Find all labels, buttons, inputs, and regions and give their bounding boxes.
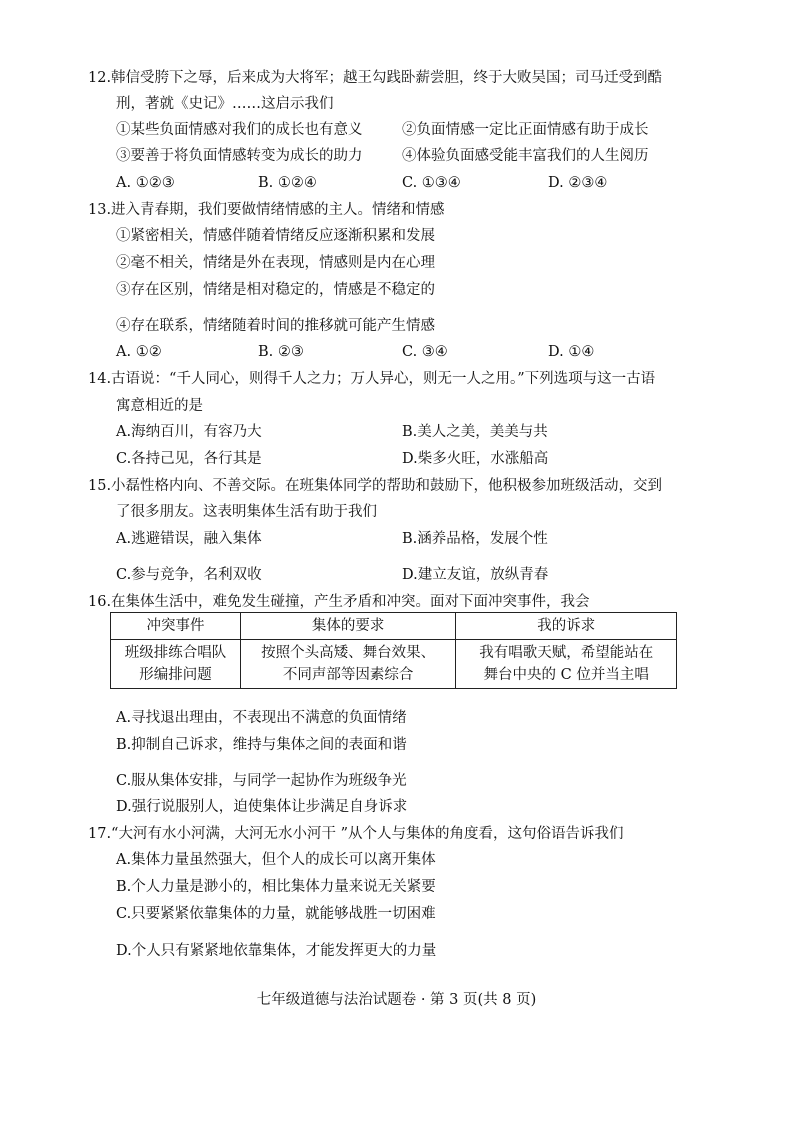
q15-stem-line2: 了很多朋友。这表明集体生活有助于我们: [116, 504, 377, 520]
q13-statement-4: ④存在联系，情绪随着时间的推移就可能产生情感: [116, 318, 435, 334]
table-header-row: [111, 613, 677, 640]
q12-statement-3: ③要善于将负面情感转变为成长的助力: [116, 148, 363, 164]
q12-statement-4: ④体验负面感受能丰富我们的人生阅历: [402, 148, 649, 164]
q13-statement-3: ③存在区别，情绪是相对稳定的，情感是不稳定的: [116, 282, 435, 298]
table-cell-collective-line1: 按照个头高矮、舞台效果、: [261, 645, 436, 661]
table-cell-event: [111, 640, 241, 689]
table-cell-event-line1: 班级排练合唱队: [124, 645, 227, 661]
q12-option-d: D. ②③④: [548, 175, 608, 191]
q15-option-d: D.建立友谊，放纵青春: [402, 567, 549, 583]
q12-stem-line1: 12.韩信受胯下之辱，后来成为大将军；越王勾践卧薪尝胆，终于大败吴国；司马迁受到酷: [88, 70, 663, 86]
q14-stem-line2: 寓意相近的是: [116, 398, 203, 414]
conflict-table: [110, 612, 677, 689]
q12-option-c: C. ①③④: [402, 175, 461, 191]
q16-option-d: D.强行说服别人，迫使集体让步满足自身诉求: [116, 799, 408, 815]
q13-option-c: C. ③④: [402, 344, 448, 360]
q12-stem-line2: 刑，著就《史记》……这启示我们: [116, 96, 334, 112]
q13-option-a: A. ①②: [116, 344, 162, 360]
q14-option-c: C.各持己见，各行其是: [116, 451, 262, 467]
q17-option-a: A.集体力量虽然强大，但个人的成长可以离开集体: [116, 852, 436, 868]
q13-option-b: B. ②③: [258, 344, 304, 360]
q12-statement-1: ①某些负面情感对我们的成长也有意义: [116, 122, 363, 138]
q13-statement-2: ②毫不相关，情绪是外在表现，情感则是内在心理: [116, 255, 435, 271]
q14-option-b: B.美人之美，美美与共: [402, 424, 548, 440]
table-cell-personal: [456, 640, 677, 689]
q15-option-b: B.涵养品格，发展个性: [402, 531, 548, 547]
q15-option-c: C.参与竞争，名利双收: [116, 567, 262, 583]
q13-option-d: D. ①④: [548, 344, 595, 360]
q16-option-a: A.寻找退出理由，不表现出不满意的负面情绪: [116, 710, 407, 726]
q17-option-b: B.个人力量是渺小的，相比集体力量来说无关紧要: [116, 879, 436, 895]
table-cell-collective-line2: 不同声部等因素综合: [282, 667, 414, 683]
table-cell-personal-line1: 我有唱歌天赋，希望能站在: [479, 645, 654, 661]
q13-stem: 13.进入青春期，我们要做情绪情感的主人。情绪和情感: [88, 202, 445, 218]
table-cell-personal-line2: 舞台中央的 C 位并当主唱: [483, 667, 649, 683]
q12-option-b: B. ①②④: [258, 175, 317, 191]
page-footer: 七年级道德与法治试题卷 · 第 3 页(共 8 页): [256, 992, 537, 1008]
table-cell-event-line2: 形编排问题: [139, 667, 212, 683]
q14-option-a: A.海纳百川，有容乃大: [116, 424, 262, 440]
q12-option-a: A. ①②③: [116, 175, 175, 191]
table-cell-collective: [240, 640, 456, 689]
table-row: [111, 640, 677, 689]
q17-option-d: D.个人只有紧紧地依靠集体，才能发挥更大的力量: [116, 943, 437, 959]
q16-stem: 16.在集体生活中，难免发生碰撞，产生矛盾和冲突。面对下面冲突事件，我会: [88, 594, 590, 610]
q17-stem: 17.“大河有水小河满，大河无水小河干 ”从个人与集体的角度看，这句俗语告诉我们: [88, 826, 624, 842]
q14-option-d: D.柴多火旺，水涨船高: [402, 451, 549, 467]
q16-option-c: C.服从集体安排，与同学一起协作为班级争光: [116, 773, 407, 789]
q17-option-c: C.只要紧紧依靠集体的力量，就能够战胜一切困难: [116, 906, 436, 922]
q12-statement-2: ②负面情感一定比正面情感有助于成长: [402, 122, 649, 138]
q16-option-b: B.抑制自己诉求，维持与集体之间的表面和谐: [116, 737, 407, 753]
q15-option-a: A.逃避错误，融入集体: [116, 531, 262, 547]
q14-stem-line1: 14.古语说：“千人同心，则得千人之力；万人异心，则无一人之用。”下列选项与这一古语: [88, 371, 656, 387]
q13-statement-1: ①紧密相关，情感伴随着情绪反应逐渐积累和发展: [116, 228, 435, 244]
q15-stem-line1: 15.小磊性格内向、不善交际。在班集体同学的帮助和鼓励下，他积极参加班级活动，交到: [88, 478, 663, 494]
table-header-collective: 集体的要求: [240, 613, 456, 640]
table-header-event: 冲突事件: [111, 613, 241, 640]
table-header-personal: 我的诉求: [456, 613, 677, 640]
